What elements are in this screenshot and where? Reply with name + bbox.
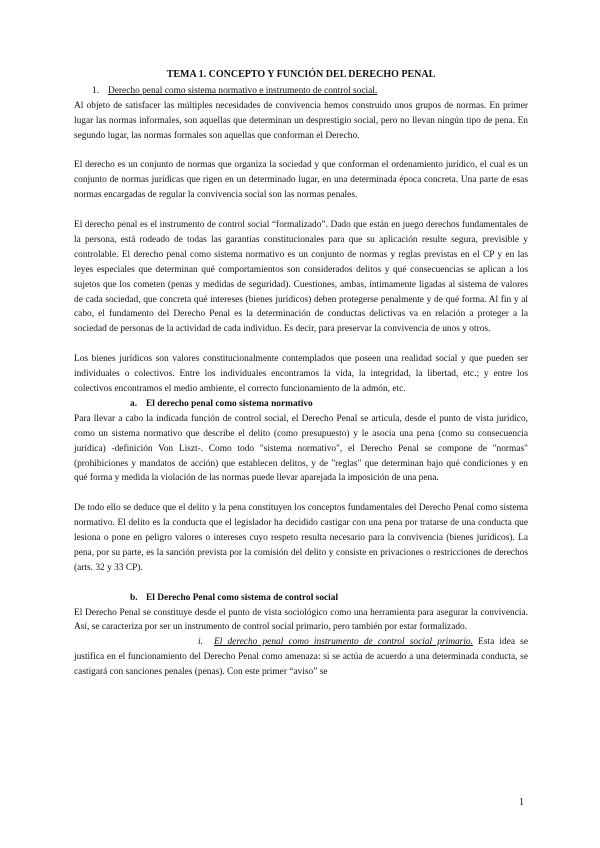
page-number: 1 (519, 797, 524, 808)
subsection-number: a. (130, 398, 138, 409)
section-title: Derecho penal como sistema normativo e instrumento de control social. (108, 85, 378, 96)
paragraph-1: Al objeto de satisfacer las múltiples necesidades de convivencia hemos construido unos grupos de normas. En primer lugar las normas informales, son aquellas que determinan un desprestigio social, pero no llevan ningún tipo de pena. En segundo lugar, las normas formales son aquellas que conforman el Derecho. (74, 100, 528, 141)
section-number: 1. (92, 85, 100, 96)
paragraph-3: El derecho penal es el instrumento de control social “formalizado”. Dado que están en juego derechos fundamentales de la persona, está rodeado de todas las garantías constitucionales para que su aplicación resulte segura, previsible y controlable. El derecho penal como sistema normativo es un conjunto de normas y reglas previstas en el CP y en las leyes especiales que determinan qué comportamientos son considerados delitos y qué consecuencias se aplican a los sujetos que los cometen (penas y medidas de seguridad). Cuestiones, ambas, íntimamente ligadas al sistema de valores de cada sociedad, que concreta qué intereses (bienes jurídicos) deben protegerse penalmente y de qué forma. Al fin y al cabo, el fundamento del Derecho Penal es la determinación de conductas delictivas va en relación a proteger a la sociedad de personas de la actividad de cada individuo. Es decir, para preservar la convivencia de unos y otros. (74, 220, 528, 335)
subsection-number: b. (130, 592, 138, 603)
item-title: El derecho penal como instrumento de control social primario. (214, 637, 473, 648)
paragraph-a-2: De todo ello se deduce que el delito y la pena constituyen los conceptos fundamentales del Derecho Penal como sistema normativo. El delito es la conducta que el legislador ha decidido castigar con una pena por tratarse de una conducta que lesiona o pone en peligro valores o intereses cuyo respeto resulta necesario para la convivencia (bienes jurídicos). La pena, por su parte, es la sanción prevista por la comisión del delito y consiste en privaciones o restricciones de derechos (arts. 32 y 33 CP). (74, 503, 528, 573)
subsection-heading-b (74, 591, 528, 606)
paragraph-2: El derecho es un conjunto de normas que organiza la sociedad y que conforman el ordenamiento jurídico, el cual es un conjunto de normas jurídicas que rigen en un determinado lugar, en una determinada época concreta. Una parte de esas normas encargadas de regular la convivencia social son las normas penales. (74, 160, 528, 201)
subsection-title: El Derecho Penal como sistema de control social (146, 592, 339, 603)
item-i (74, 635, 528, 680)
paragraph-a-1: Para llevar a cabo la indicada función de control social, el Derecho Penal se articula, desde el punto de vista jurídico, como un sistema normativo que describe el delito (como presupuesto) y le asocia una pena (como su consecuencia jurídica) -definición Von Liszt-. Como todo "sistema normativo", el Derecho Penal se compone de "normas" (prohibiciones y mandatos de acción) que establecen delitos, y de "reglas" que determinan bajo qué condiciones y en qué forma y medida la violación de las normas puede llevar aparejada la imposición de una pena. (74, 413, 528, 484)
item-number: i. (198, 637, 203, 648)
subsection-heading-a (74, 397, 528, 412)
page-title: TEMA 1. CONCEPTO Y FUNCIÓN DEL DERECHO PENAL (166, 69, 436, 80)
paragraph-b: El Derecho Penal se constituye desde el punto de vista sociológico como una herramienta para asegurar la convivencia. Así, se caracteriza por ser un instrumento de control social primario, pero también por estar formalizado. (74, 607, 528, 633)
paragraph-4: Los bienes jurídicos son valores constitucionalmente contemplados que poseen una realidad social y que pueden ser individuales o colectivos. Entre los individuales encontramos la vida, la integridad, la libertad, etc.; y entre los colectivos encontramos el medio ambiente, el correcto funcionamiento de la admón, etc. (74, 354, 528, 394)
section-heading-1 (74, 84, 528, 99)
document-body (74, 68, 528, 680)
item-text: Esta idea se justifica en el funcionamiento del Derecho Penal como amenaza: si se actúa de acuerdo a una determinada conducta, se castigará con sanciones penales (penas). Con este primer “aviso” se (74, 637, 528, 678)
subsection-title: El derecho penal como sistema normativo (146, 398, 313, 409)
